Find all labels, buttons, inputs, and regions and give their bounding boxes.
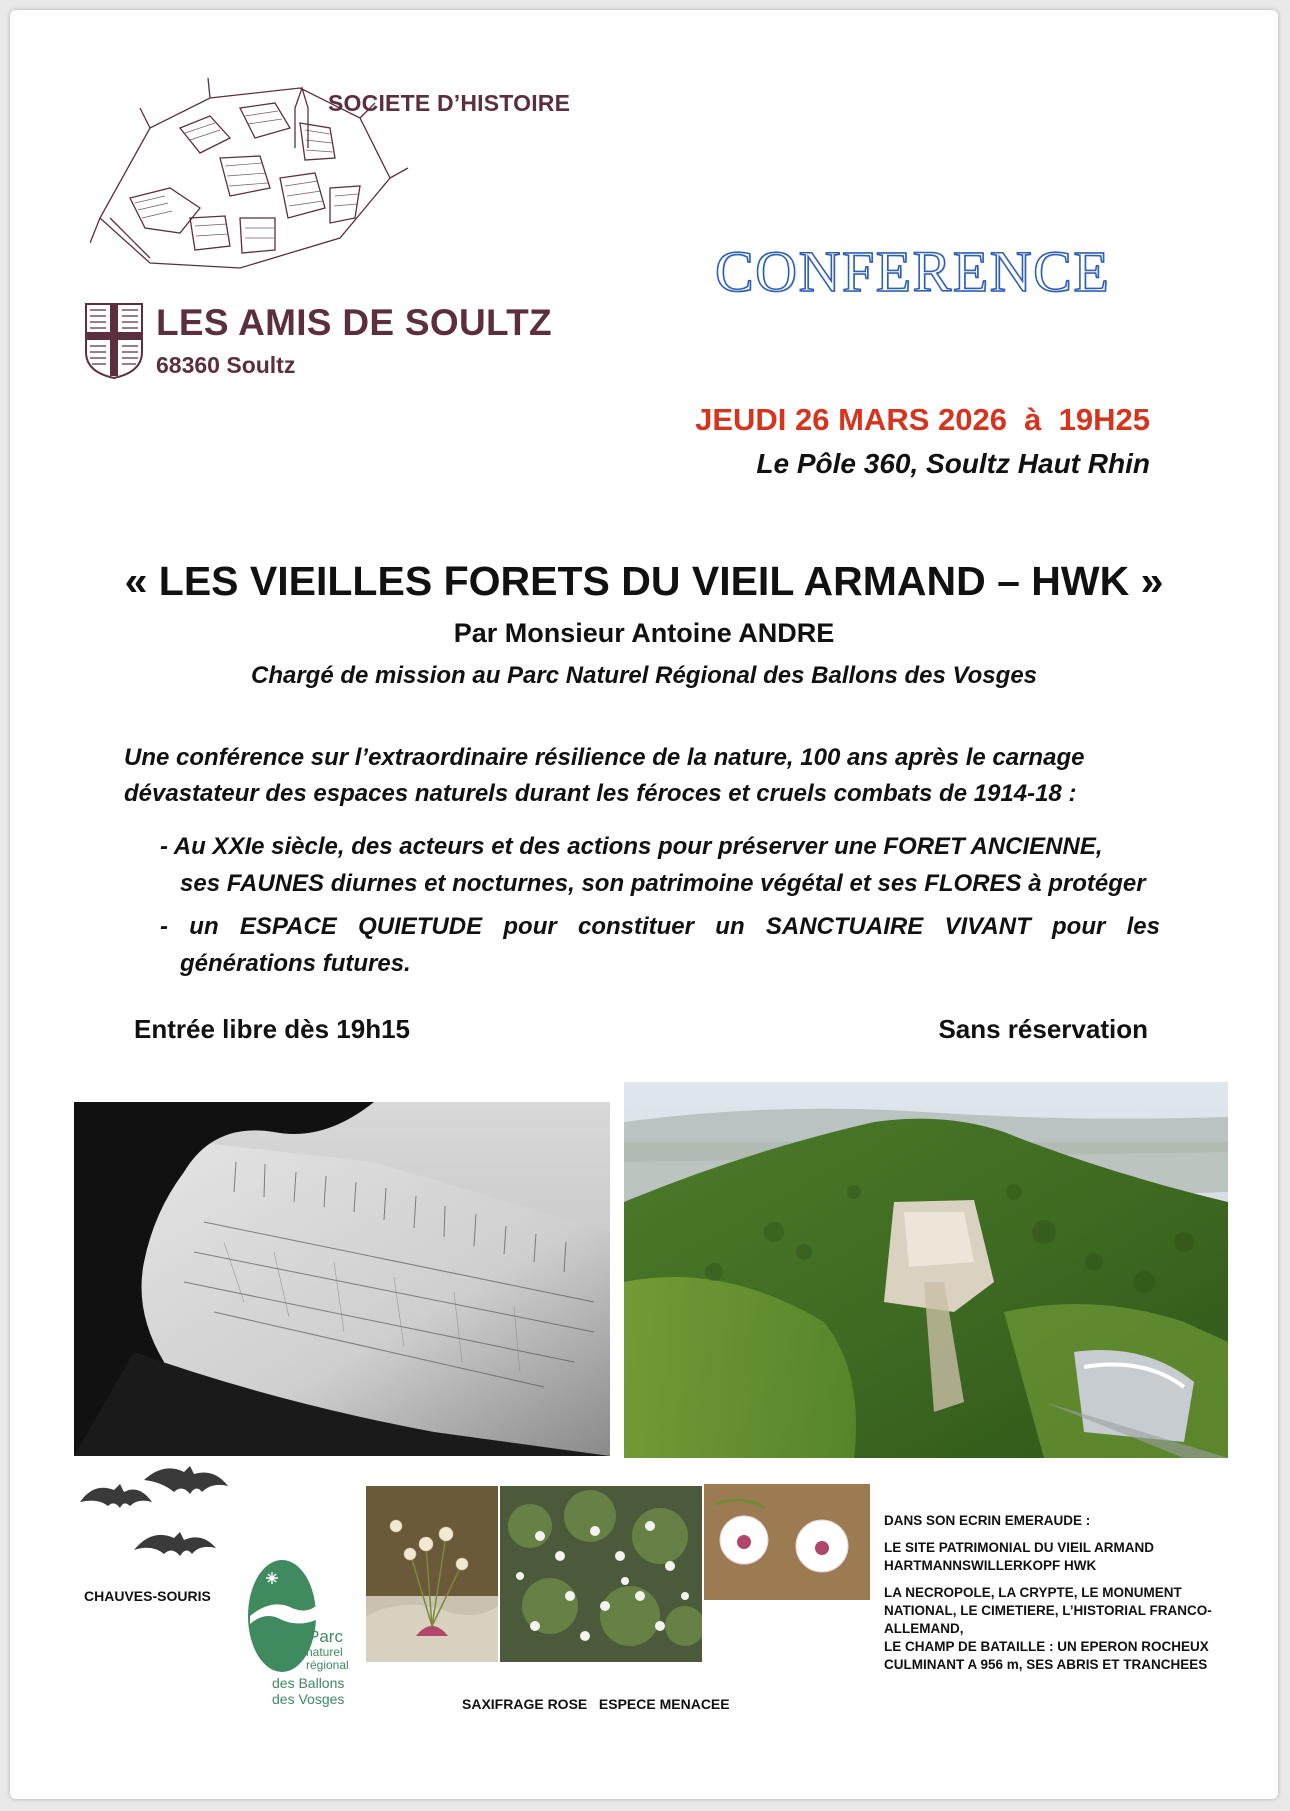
speaker-name: Par Monsieur Antoine ANDRE — [453, 618, 835, 648]
saxifrage-photo-2 — [500, 1486, 702, 1662]
society-label: SOCIETE D’HISTOIRE — [328, 90, 571, 116]
conference-heading: CONFERENCE — [715, 239, 1111, 304]
reservation-info: Sans réservation — [938, 1014, 1148, 1044]
ecrin-emeraude-text — [884, 1512, 1256, 1674]
event-venue: Le Pôle 360, Soultz Haut Rhin — [756, 448, 1150, 479]
parc-naturel-logo — [242, 1558, 362, 1718]
intro-line: dévastateur des espaces naturels durant les féroces et cruels combats de 1914-18 : — [124, 780, 1077, 807]
intro-line: Une conférence sur l’extraordinaire résilience de la nature, 100 ans après le carnage — [124, 744, 1085, 771]
aerial-forest-photo — [624, 1082, 1228, 1458]
saxifrage-caption: SAXIFRAGE ROSE ESPECE MENACEE — [462, 1696, 730, 1712]
saxifrage-photo-1 — [366, 1486, 498, 1662]
historic-battlefield-photo — [74, 1102, 610, 1456]
poster-page — [10, 10, 1278, 1799]
entry-info: Entrée libre dès 19h15 — [134, 1014, 411, 1044]
ecrin-line: CULMINANT A 956 m, SES ABRIS ET TRANCHEES — [884, 1657, 1208, 1672]
cross-shield-icon — [84, 302, 144, 380]
ecrin-line: LE SITE PATRIMONIAL DU VIEIL ARMAND — [884, 1540, 1155, 1555]
parc-logo-l3: régional — [306, 1658, 349, 1672]
ecrin-line: NATIONAL, LE CIMETIERE, L’HISTORIAL FRANCO- — [884, 1603, 1212, 1618]
intro-paragraph — [124, 740, 1158, 812]
parc-logo-l5: des Vosges — [272, 1691, 345, 1707]
bullet-line: - Au XXIe siècle, des acteurs et des actions pour préserver une FORET ANCIENNE, — [160, 833, 1103, 860]
parc-logo-l2: naturel — [306, 1645, 343, 1659]
saxifrage-photo-3 — [704, 1484, 870, 1600]
bullet-line: générations futures. — [180, 950, 411, 977]
association-name: LES AMIS DE SOULTZ — [156, 302, 552, 343]
speaker-role: Chargé de mission au Parc Naturel Régional des Ballons des Vosges — [250, 662, 1038, 689]
event-date: JEUDI 26 MARS 2026 à 19H25 — [695, 402, 1150, 437]
bats-illustration — [74, 1462, 242, 1570]
ecrin-heading: DANS SON ECRIN EMERAUDE : — [884, 1513, 1091, 1528]
ecrin-line: ALLEMAND, — [884, 1621, 964, 1636]
bullet-line: - un ESPACE QUIETUDE pour constituer un SANCTUAIRE VIVANT pour les — [160, 913, 1160, 940]
parc-logo-l4: des Ballons — [272, 1675, 345, 1691]
parc-logo-l1: Parc — [308, 1627, 343, 1646]
event-title: « LES VIEILLES FORETS DU VIEIL ARMAND – HWK » — [124, 558, 1164, 604]
ecrin-line: LE CHAMP DE BATAILLE : UN EPERON ROCHEUX — [884, 1639, 1209, 1654]
association-zip: 68360 Soultz — [156, 352, 296, 378]
ecrin-line: HARTMANNSWILLERKOPF HWK — [884, 1558, 1097, 1573]
bullet-foret-ancienne — [160, 828, 1160, 902]
ecrin-line: LA NECROPOLE, LA CRYPTE, LE MONUMENT — [884, 1585, 1182, 1600]
bullet-espace-quietude — [160, 908, 1160, 982]
bullet-line: ses FAUNES diurnes et nocturnes, son patrimoine végétal et ses FLORES à protéger — [180, 870, 1146, 897]
bats-caption: CHAUVES-SOURIS — [84, 1588, 211, 1604]
